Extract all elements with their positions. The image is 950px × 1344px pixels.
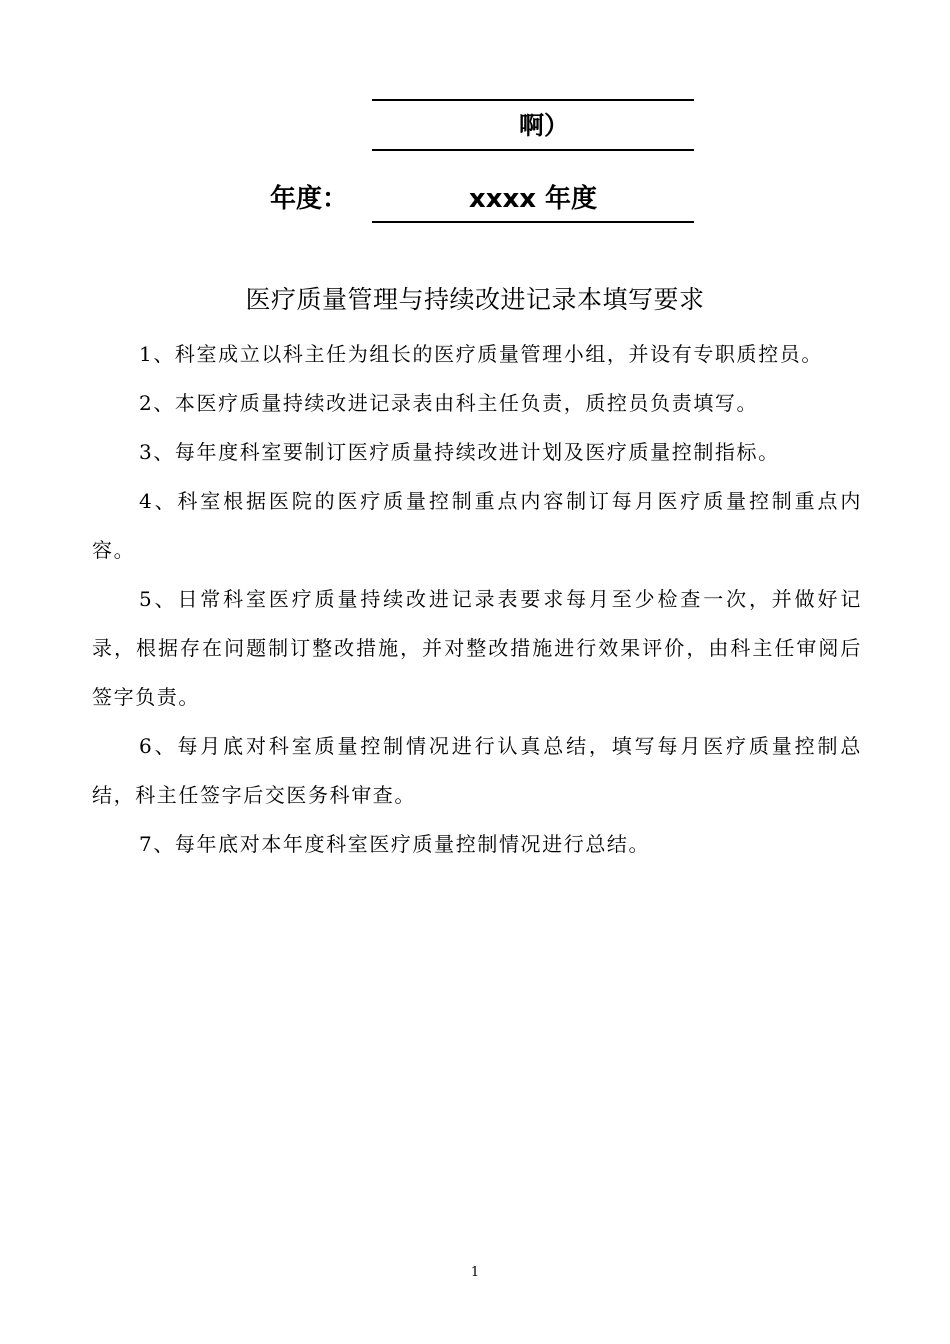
requirement-item: 4、科室根据医院的医疗质量控制重点内容制订每月医疗质量控制重点内容。 [92,489,862,562]
requirement-item: 5、日常科室医疗质量持续改进记录表要求每月至少检查一次，并做好记录，根据存在问题制订整改措施，并对整改措施进行效果评价，由科主任审阅后签字负责。 [92,587,862,709]
requirement-item: 7、每年底对本年度科室医疗质量控制情况进行总结。 [139,832,651,856]
document-title: 医疗质量管理与持续改进记录本填写要求 [245,285,705,314]
year-underline [372,221,694,223]
page-number: 1 [470,1265,480,1280]
requirement-item: 1、科室成立以科主任为组长的医疗质量管理小组，并设有专职质控员。 [139,342,823,366]
department-value: 啊） [518,111,569,140]
year-value: xxxx 年度 [468,184,598,214]
requirement-item: 2、本医疗质量持续改进记录表由科主任负责，质控员负责填写。 [139,391,759,415]
requirements-list [92,330,862,869]
year-label: 年度： [270,184,349,214]
requirement-item: 3、每年度科室要制订医疗质量持续改进计划及医疗质量控制指标。 [139,440,780,464]
top-underline [372,99,694,101]
requirement-item: 6、每月底对科室质量控制情况进行认真总结，填写每月医疗质量控制总结，科主任签字后交医务科审查。 [92,734,862,807]
department-underline [372,149,694,151]
